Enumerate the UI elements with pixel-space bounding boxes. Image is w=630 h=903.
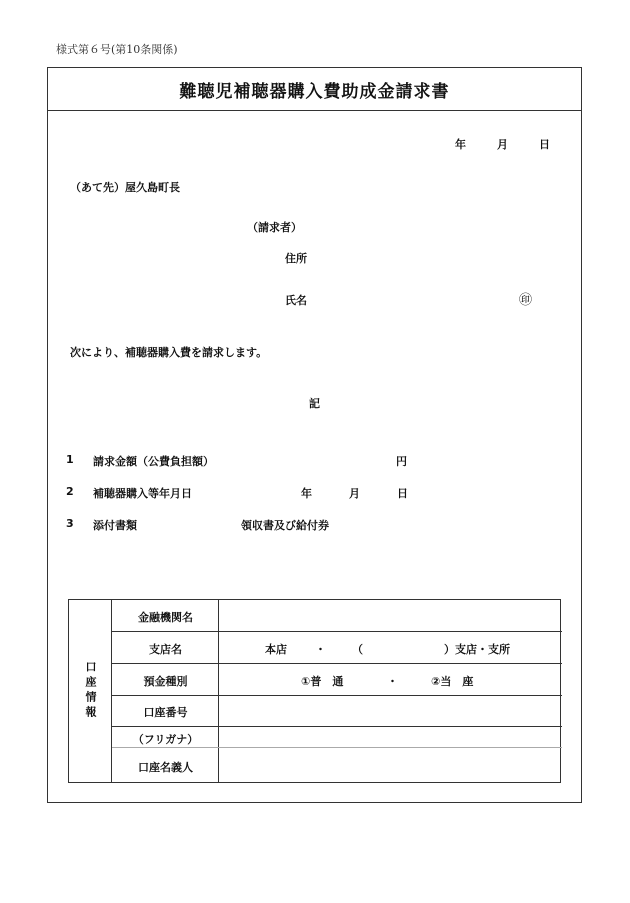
seal-mark: ㊞: [519, 293, 533, 308]
branch-paren-open: （: [352, 643, 363, 656]
item-value-attachments: 領収書及び給付券: [241, 519, 329, 532]
bank-info-table: [68, 599, 561, 783]
item-unit-yen: 円: [396, 455, 407, 468]
row-divider: [112, 695, 562, 696]
branch-shiten: ）支店・支所: [444, 643, 510, 656]
date-year: 年: [455, 138, 466, 151]
item-number: 2: [66, 485, 74, 498]
title-row: [48, 68, 581, 111]
deposit-option-current: ②当 座: [431, 675, 474, 688]
branch-label: 支店名: [149, 643, 182, 656]
item-number: 3: [66, 517, 74, 530]
bank-label-column: [112, 600, 219, 782]
document-title: 難聴児補聴器購入費助成金請求書: [179, 81, 450, 102]
requester-name-label: 氏名: [285, 294, 307, 307]
bank-section-label-cell: [69, 600, 112, 782]
branch-separator: ・: [315, 643, 326, 656]
row-divider: [112, 726, 562, 727]
deposit-separator: ・: [387, 675, 398, 688]
purchase-day: 日: [397, 487, 408, 500]
row-divider: [112, 663, 562, 664]
deposit-option-ordinary: ①普 通: [301, 675, 344, 688]
requester-heading: （請求者）: [247, 221, 302, 234]
deposit-type-label: 預金種別: [143, 675, 188, 688]
date-month: 月: [497, 138, 508, 151]
bank-name-label: 金融機関名: [138, 611, 193, 624]
intro-text: 次により、補聴器購入費を請求します。: [70, 346, 268, 359]
item-label-amount: 請求金額（公費負担額）: [93, 455, 214, 468]
item-label-attachments: 添付書類: [93, 519, 137, 532]
branch-honten: 本店: [265, 643, 287, 656]
row-divider-thin: [112, 747, 562, 748]
row-divider: [112, 631, 562, 632]
ki-label: 記: [309, 397, 320, 410]
account-number-label: 口座番号: [143, 706, 188, 719]
requester-address-label: 住所: [285, 252, 307, 265]
date-day: 日: [539, 138, 550, 151]
item-number: 1: [66, 453, 74, 466]
addressee: （あて先）屋久島町長: [70, 181, 180, 194]
purchase-year: 年: [301, 487, 312, 500]
furigana-label: （フリガナ）: [132, 733, 199, 746]
bank-section-label: 口座情報: [84, 661, 97, 721]
account-holder-label: 口座名義人: [138, 761, 193, 774]
purchase-month: 月: [349, 487, 360, 500]
form-number: 様式第６号(第10条関係): [56, 43, 178, 56]
item-label-purchase-date: 補聴器購入等年月日: [93, 487, 192, 500]
